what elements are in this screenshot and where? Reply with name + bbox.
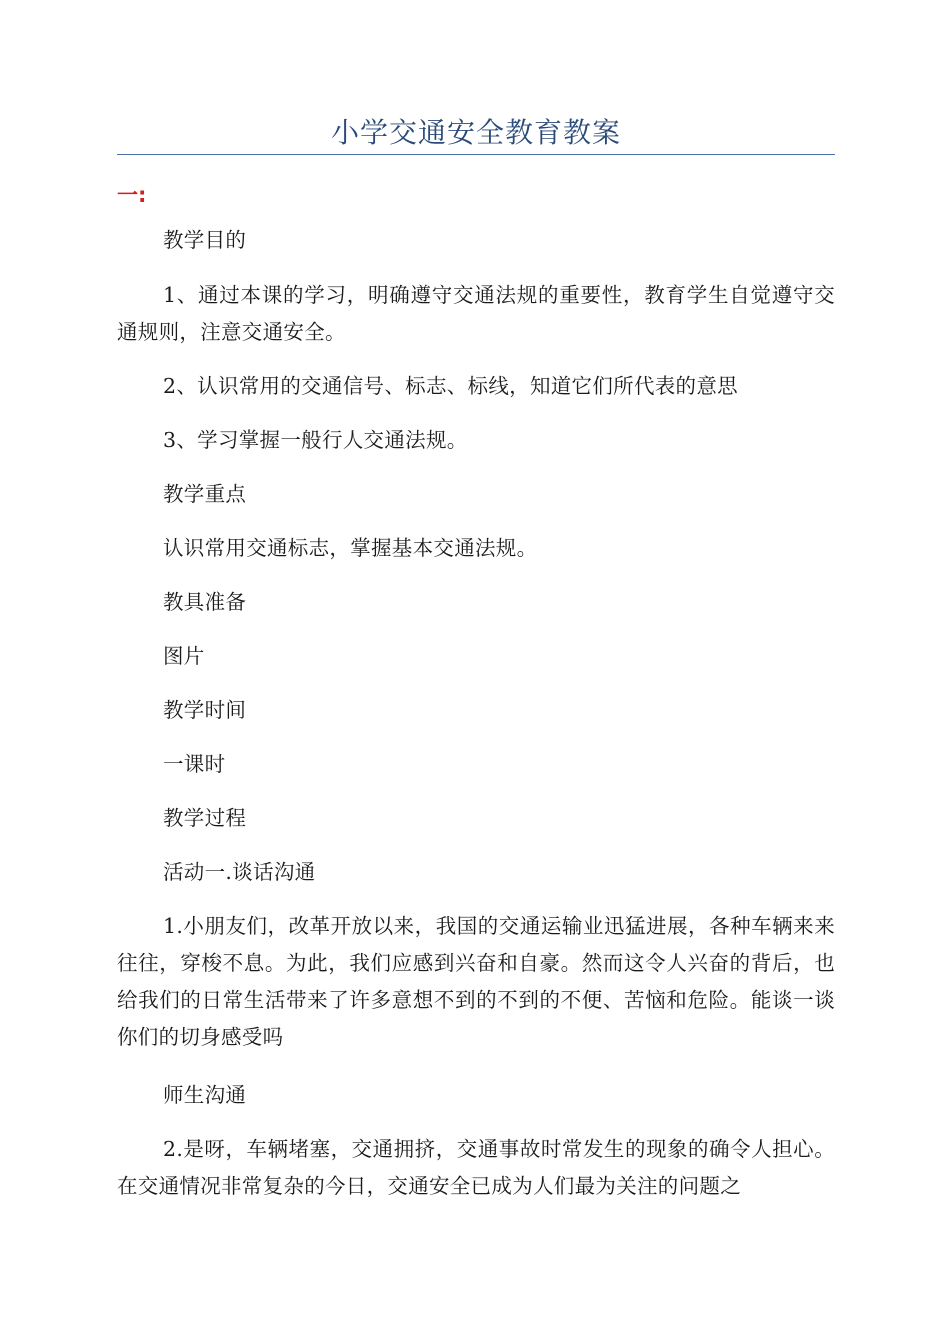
- heading-materials: 教具准备: [163, 590, 247, 614]
- heading-duration: 教学时间: [163, 698, 247, 722]
- heading-process: 教学过程: [163, 806, 247, 830]
- teacher-student-exchange: 师生沟通: [163, 1083, 247, 1107]
- heading-teaching-objective: 教学目的: [163, 228, 247, 252]
- duration-text: 一课时: [163, 752, 226, 776]
- heading-key-points: 教学重点: [163, 482, 247, 506]
- title-underline: [117, 154, 835, 155]
- objective-item-2: 2、认识常用的交通信号、标志、标线，知道它们所代表的意思: [163, 374, 738, 398]
- activity-one-paragraph-2: 2.是呀，车辆堵塞，交通拥挤，交通事故时常发生的现象的确令人担心。在交通情况非常复杂的今日，交通安全已成为人们最为关注的问题之: [117, 1137, 835, 1198]
- key-points-text: 认识常用交通标志，掌握基本交通法规。: [163, 536, 538, 560]
- objective-item-3: 3、学习掌握一般行人交通法规。: [163, 428, 468, 452]
- activity-one-paragraph-1: 1.小朋友们，改革开放以来，我国的交通运输业迅猛进展，各种车辆来来往往，穿梭不息。为此，我们应感到兴奋和自豪。然而这令人兴奋的背后，也给我们的日常生活带来了许多意想不到的不到的不便、苦恼和危险。能谈一谈你们的切身感受吗: [117, 914, 835, 1049]
- objective-item-1: 1、通过本课的学习，明确遵守交通法规的重要性，教育学生自觉遵守交通规则，注意交通安全。: [117, 283, 835, 344]
- materials-text: 图片: [163, 644, 205, 668]
- activity-one-heading: 活动一.谈话沟通: [163, 860, 316, 884]
- document-title: 小学交通安全教育教案: [330, 116, 621, 149]
- section-marker: 一:: [117, 183, 147, 207]
